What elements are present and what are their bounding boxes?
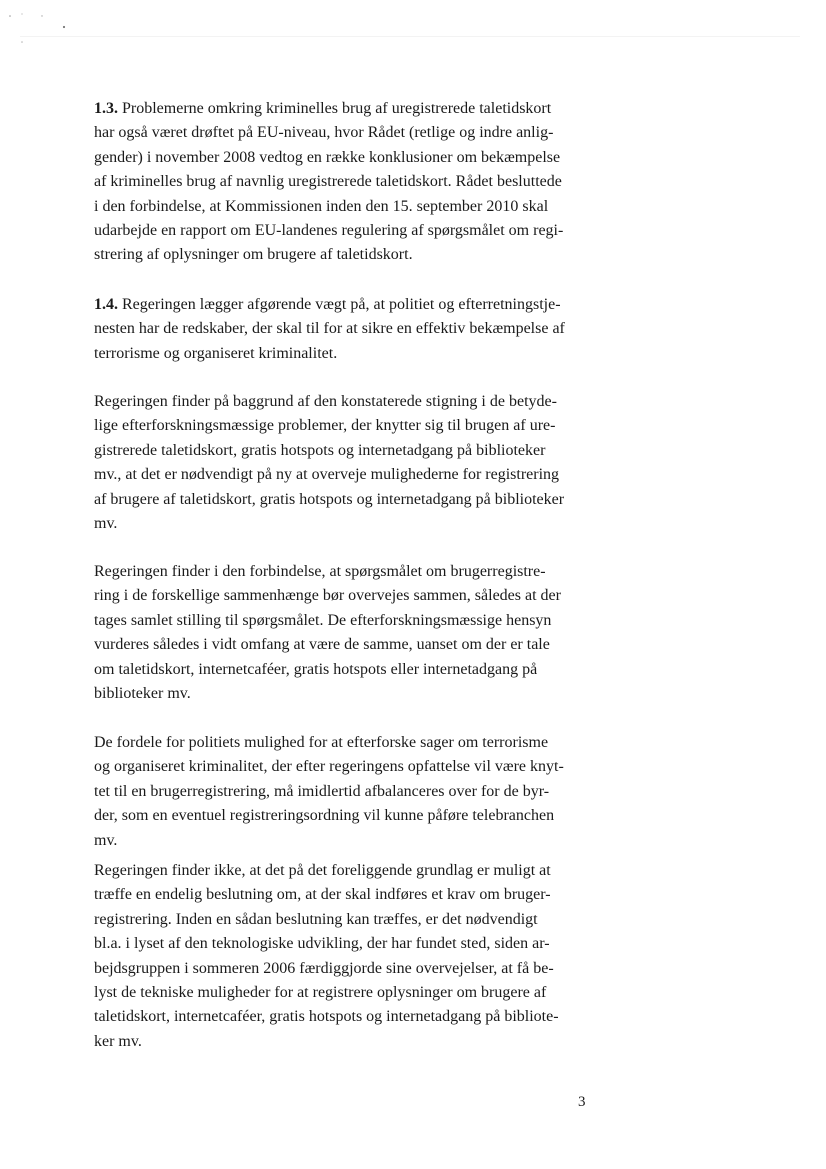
- text-line: af kriminelles brug af navnlig uregistrerede taletidskort. Rådet besluttede: [94, 173, 562, 191]
- text-line: og organiseret kriminalitet, der efter regeringens opfattelse vil være knyt-: [94, 758, 564, 776]
- text-line: har også været drøftet på EU-niveau, hvor Rådet (retlige og indre anlig-: [94, 124, 554, 142]
- text-line: biblioteker mv.: [94, 685, 191, 703]
- text-line: bejdsgruppen i sommeren 2006 færdiggjorde sine overvejelser, at få be-: [94, 959, 554, 977]
- text-line: Regeringen finder i den forbindelse, at spørgsmålet om brugerregistre-: [94, 563, 546, 580]
- text-line: lyst de tekniske muligheder for at registrere oplysninger om brugere af: [94, 984, 547, 1002]
- text-line: mv.: [94, 831, 118, 849]
- text-line: udarbejde en rapport om EU-landenes regulering af spørgsmålet om regi-: [94, 222, 564, 240]
- text-line: i den forbindelse, at Kommissionen inden den 15. september 2010 skal: [94, 197, 549, 215]
- text-line: Regeringen finder ikke, at det på det foreliggende grundlag er muligt at: [94, 862, 551, 879]
- scan-specks: [0, 0, 80, 50]
- paragraph-1-3: [94, 97, 563, 268]
- section-number: 1.3.: [94, 100, 118, 117]
- text-line: mv.: [94, 515, 118, 533]
- text-line: Regeringen finder på baggrund af den konstaterede stigning i de betyde-: [94, 393, 557, 410]
- section-number: 1.4.: [94, 296, 118, 313]
- paragraph-3: [94, 390, 564, 536]
- text-line: 1.3. Problemerne omkring kriminelles brug af uregistrerede taletidskort: [94, 100, 552, 117]
- text-line: ring i de forskellige sammenhænge bør overvejes sammen, således at der: [94, 587, 561, 605]
- text-line: lige efterforskningsmæssige problemer, der knytter sig til brugen af ure-: [94, 417, 556, 435]
- text-line: der, som en eventuel registreringsordning vil kunne påføre telebranchen: [94, 807, 555, 825]
- text-line: vurderes således i vidt omfang at være de samme, uanset om der er tale: [94, 636, 550, 654]
- text-line: De fordele for politiets mulighed for at efterforske sager om terrorisme: [94, 734, 549, 751]
- text-line: ker mv.: [94, 1032, 142, 1050]
- scan-line: [20, 36, 800, 37]
- paragraph-1-4: [94, 293, 565, 366]
- text-line: strering af oplysninger om brugere af taletidskort.: [94, 246, 413, 264]
- paragraph-5: [94, 731, 564, 853]
- page-number: 3: [578, 1094, 586, 1110]
- paragraph-4: [94, 560, 561, 706]
- text-line: om taletidskort, internetcaféer, gratis hotspots eller internetadgang på: [94, 660, 538, 678]
- text-line: træffe en endelig beslutning om, at der skal indføres et krav om bruger-: [94, 886, 551, 904]
- text-line: 1.4. Regeringen lægger afgørende vægt på, at politiet og efterretningstje-: [94, 296, 561, 313]
- text-line: mv., at det er nødvendigt på ny at overveje mulighederne for registrering: [94, 466, 560, 484]
- text-line: registrering. Inden en sådan beslutning kan træffes, er det nødvendigt: [94, 910, 538, 928]
- text-line: tages samlet stilling til spørgsmålet. De efterforskningsmæssige hensyn: [94, 611, 552, 629]
- text-line: taletidskort, internetcaféer, gratis hotspots og internetadgang på bibliote-: [94, 1008, 559, 1026]
- text-line: nesten har de redskaber, der skal til for at sikre en effektiv bekæmpelse af: [94, 320, 565, 338]
- text-line: bl.a. i lyset af den teknologiske udvikling, der har fundet sted, siden ar-: [94, 935, 550, 953]
- text-line: terrorisme og organiseret kriminalitet.: [94, 344, 338, 362]
- paragraph-6: [94, 859, 559, 1054]
- text-line: gender) i november 2008 vedtog en række konklusioner om bekæmpelse: [94, 148, 561, 166]
- text-line: tet til en brugerregistrering, må imidlertid afbalanceres over for de byr-: [94, 782, 550, 800]
- text-line: af brugere af taletidskort, gratis hotspots og internetadgang på biblioteker: [94, 490, 565, 508]
- text-line: gistrerede taletidskort, gratis hotspots og internetadgang på biblioteker: [94, 441, 546, 459]
